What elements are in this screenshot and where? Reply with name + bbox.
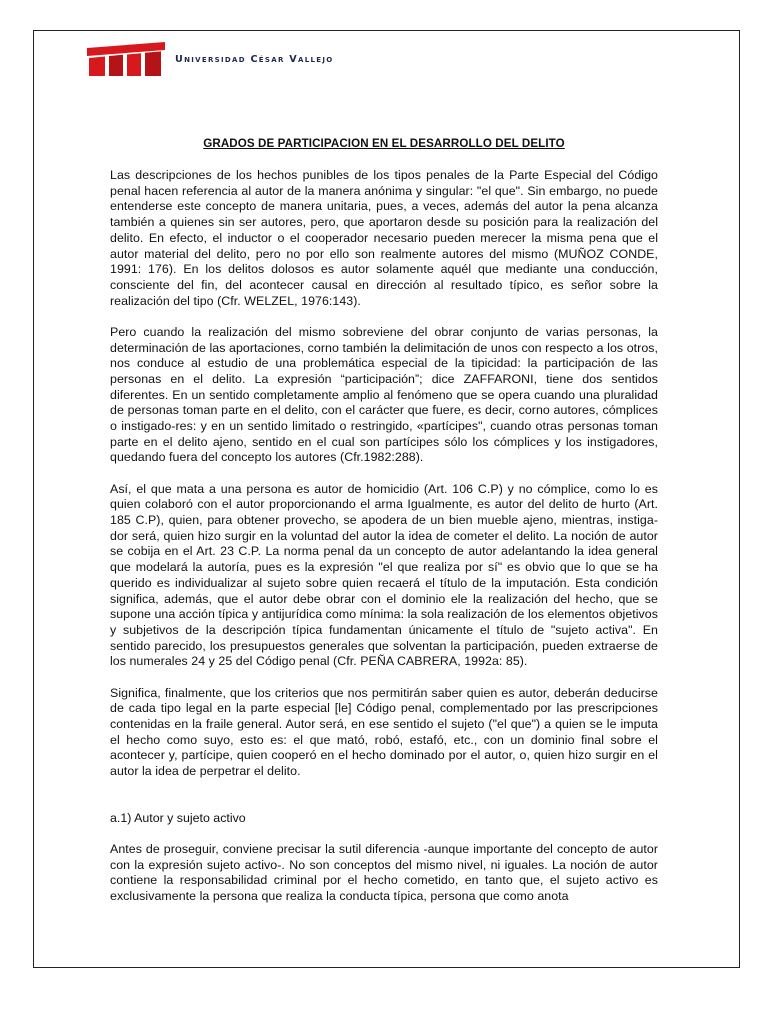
university-logo-icon xyxy=(87,42,165,76)
university-name: Universidad César Vallejo xyxy=(175,53,334,65)
section-heading: a.1) Autor y sujeto activo xyxy=(110,810,246,825)
paragraph: Antes de proseguir, conviene precisar la sutil diferencia -aunque importante del concepto de autor con la expresión sujeto activo-. No son conceptos del mismo nivel, ni iguales. La noción de autor contiene la responsabilidad criminal por el hecho cometido, en tanto que, el sujeto activo es exclusivamente la persona que realiza la conducta típica, persona que como anota xyxy=(110,842,658,904)
document-title: GRADOS DE PARTICIPACION EN EL DESARROLLO DEL DELITO xyxy=(203,137,565,150)
university-logo xyxy=(87,42,333,76)
paragraph: Las descripciones de los hechos punibles de los tipos penales de la Parte Especial del Código penal hacen referencia al autor de la manera anónima y singular: "el que". Sin embargo, no puede entenderse este concepto de manera unitaria, pues, a veces, además del autor la pena alcanza también a quienes sin ser autores, pero, que aportaron desde su posición para la realización del delito. En efecto, el inductor o el cooperador necesario pueden merecer la misma pena que el autor material del delito, pero no por ello son realmente autores del mismo (MUÑOZ CONDE, 1991: 176). En los delitos dolosos es autor solamente aquél que mediante una conducción, consciente del fin, del acontecer causal en dirección al resultado típico, es señor sobre la realización del tipo (Cfr. WELZEL, 1976:143). xyxy=(110,168,658,308)
paragraph: Así, el que mata a una persona es autor de homicidio (Art. 106 C.P) y no cómplice, como lo es quien colaboró con el autor proporcionando el arma Igualmente, es autor del delito de hurto (Art. 185 C.P), quien, para obtener provecho, se apodera de un bien mueble ajeno, mientras, instiga-dor será, quien hizo surgir en la voluntad del autor la idea de cometer el delito. La noción de autor se cobija en el Art. 23 C.P. La norma penal da un concepto de autor adelantando la idea general que modelará la autoría, pues es la expresión "el que realiza por sí" es obvio que lo que se ha querido es individualizar al sujeto sobre quien recaerá el título de la imputación. Esta condición significa, además, que el autor debe obrar con el dominio ele la realización del hecho, que se supone una acción típica y antijurídica como mínima: la sola realización de los elementos objetivos y subjetivos de la descripción típica fundamentan únicamente el título de "sujeto activa". En sentido parecido, los presupuestos generales que solventan la participación, pueden extraerse de los numerales 24 y 25 del Código penal (Cfr. PEÑA CABRERA, 1992a: 85). xyxy=(110,481,658,669)
paragraph: Pero cuando la realización del mismo sobreviene del obrar conjunto de varias personas, la determinación de las aportaciones, corno también la delimitación de unos con respecto a los otros, nos conduce al estudio de una problemática especial de la tipicidad: la participación de las personas en el delito. La expresión “participación”; dice ZAFFARONI, tiene dos sentidos diferentes. En un sentido completamente amplio al fenómeno que se opera cuando una pluralidad de personas toman parte en el delito, con el carácter que fuere, es decir, corno autores, cómplices o instigado-res: y en un sentido limitado o restringido, «partícipes", cuando otras personas toman parte en el delito ajeno, sentido en el cual son partícipes sólo los cómplices y los instigadores, quedando fuera del concepto los autores (Cfr.1982:288). xyxy=(110,324,658,465)
document-body xyxy=(110,136,658,920)
paragraph: Significa, finalmente, que los criterios que nos permitirán saber quien es autor, deberán deducirse de cada tipo legal en la parte especial [le] Código penal, complementado por las prescripciones contenidas en la fraile general. Autor será, en ese sentido el sujeto ("el que") a quien se le imputa el hecho como suyo, esto es: el que mató, robó, estafó, etc., con un dominio final sobre el acontecer y, partícipe, quien cooperó en el hecho dominado por el autor, o, quien hizo surgir en el autor la idea de perpetrar el delito. xyxy=(110,685,658,779)
